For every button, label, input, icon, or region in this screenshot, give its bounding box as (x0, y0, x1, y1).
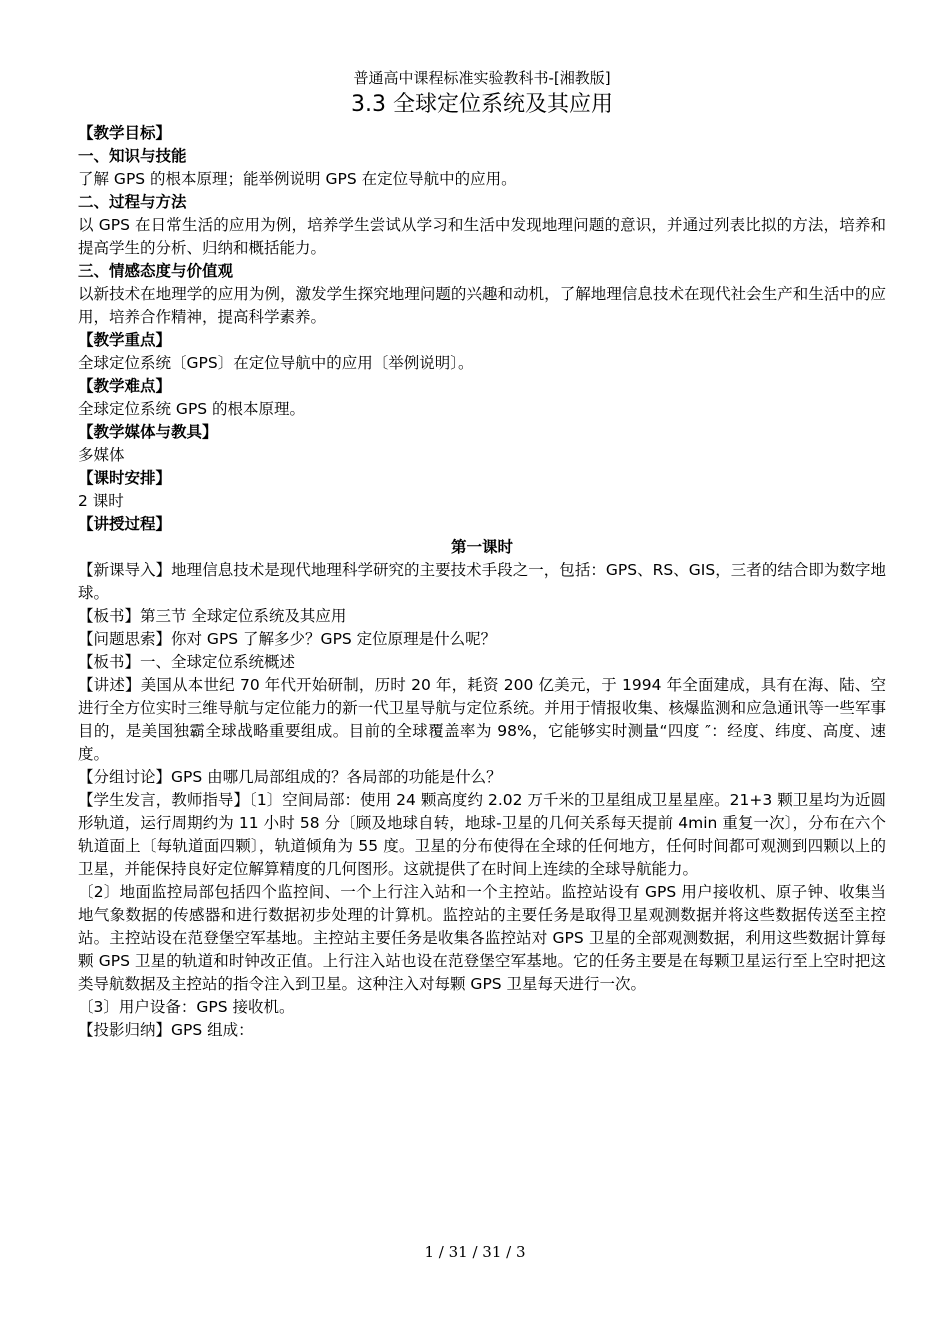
paragraph: 【学生发言，教师指导】〔1〕空间局部：使用 24 颗高度约 2.02 万千米的卫星组成卫星星座。21+3 颗卫星均为近圆形轨道，运行周期约为 11 小时 58 分〔顾及地球自转，地球-卫星的几何关系每天提前 4min 重复一次〕，分布在六个轨道面上〔每轨道面四颗〕，轨道倾角为 55 度。卫星的分布使得在全球的任何地方，任何时间都可观测到四颗以上的卫星，并能保持良好定位解算精度的几何图形。这就提供了在时间上连续的全球导航能力。 (78, 791, 886, 878)
paragraph: 全球定位系统 GPS 的根本原理。 (78, 400, 306, 418)
section-heading: 二、过程与方法 (78, 193, 187, 211)
paragraph: 〔2〕地面监控局部包括四个监控间、一个上行注入站和一个主控站。监控站设有 GPS 用户接收机、原子钟、收集当地气象数据的传感器和进行数据初步处理的计算机。监控站的主要任务是取得卫星观测数据并将这些数据传送至主控站。主控站设在范登堡空军基地。主控站主要任务是收集各监控站对 GPS 卫星的全部观测数据，利用这些数据计算每颗 GPS 卫星的轨道和时钟改正值。上行注入站也设在范登堡空军基地。它的任务主要是在每颗卫星运行至上空时把这类导航数据及主控站的指令注入到卫星。这种注入对每颗 GPS 卫星每天进行一次。 (78, 883, 886, 993)
paragraph: 了解 GPS 的根本原理；能举例说明 GPS 在定位导航中的应用。 (78, 170, 517, 188)
paragraph: 【投影归纳】GPS 组成： (78, 1021, 254, 1039)
section-heading: 【讲授过程】 (78, 515, 172, 533)
paragraph: 〔3〕用户设备：GPS 接收机。 (78, 998, 295, 1016)
paragraph: 【问题思索】你对 GPS 了解多少？GPS 定位原理是什么呢？ (78, 630, 497, 648)
document-body (78, 122, 886, 1042)
series-header: 普通高中课程标准实验教科书-[湘教版] (353, 69, 611, 87)
paragraph: 多媒体 (78, 446, 125, 464)
section-heading: 【教学目标】 (78, 124, 172, 142)
paragraph: 【讲述】美国从本世纪 70 年代开始研制，历时 20 年，耗资 200 亿美元，于 1994 年全面建成，具有在海、陆、空进行全方位实时三维导航与定位能力的新一代卫星导航与定位系统。并用于情报收集、核爆监测和应急通讯等一些军事目的，是美国独霸全球战略重要组成。目前的全球覆盖率为 98%，它能够实时测量“四度 ″：经度、纬度、高度、速度。 (78, 676, 886, 763)
section-heading: 【教学重点】 (78, 331, 172, 349)
lesson-heading: 第一课时 (450, 538, 513, 556)
page-title: 3.3 全球定位系统及其应用 (351, 92, 613, 117)
paragraph: 【分组讨论】GPS 由哪几局部组成的？各局部的功能是什么？ (78, 768, 502, 786)
paragraph: 【新课导入】地理信息技术是现代地理科学研究的主要技术手段之一，包括：GPS、RS、GIS，三者的结合即为数字地球。 (78, 561, 886, 602)
section-heading: 三、情感态度与价值观 (78, 262, 234, 280)
paragraph: 2 课时 (78, 492, 124, 510)
paragraph: 以 GPS 在日常生活的应用为例，培养学生尝试从学习和生活中发现地理问题的意识，并通过列表比拟的方法，培养和提高学生的分析、归纳和概括能力。 (78, 216, 886, 257)
document-page (78, 68, 886, 1042)
section-heading: 【课时安排】 (78, 469, 172, 487)
section-heading: 一、知识与技能 (78, 147, 187, 165)
paragraph: 以新技术在地理学的应用为例，激发学生探究地理问题的兴趣和动机，了解地理信息技术在现代社会生产和生活中的应用，培养合作精神，提高科学素养。 (78, 285, 886, 326)
paragraph: 【板书】第三节 全球定位系统及其应用 (78, 607, 347, 625)
section-heading: 【教学难点】 (78, 377, 172, 395)
paragraph: 【板书】一、全球定位系统概述 (78, 653, 296, 671)
page-number: 1 / 31 / 31 / 3 (424, 1243, 526, 1261)
paragraph: 全球定位系统〔GPS〕在定位导航中的应用〔举例说明〕。 (78, 354, 474, 372)
section-heading: 【教学媒体与教具】 (78, 423, 218, 441)
